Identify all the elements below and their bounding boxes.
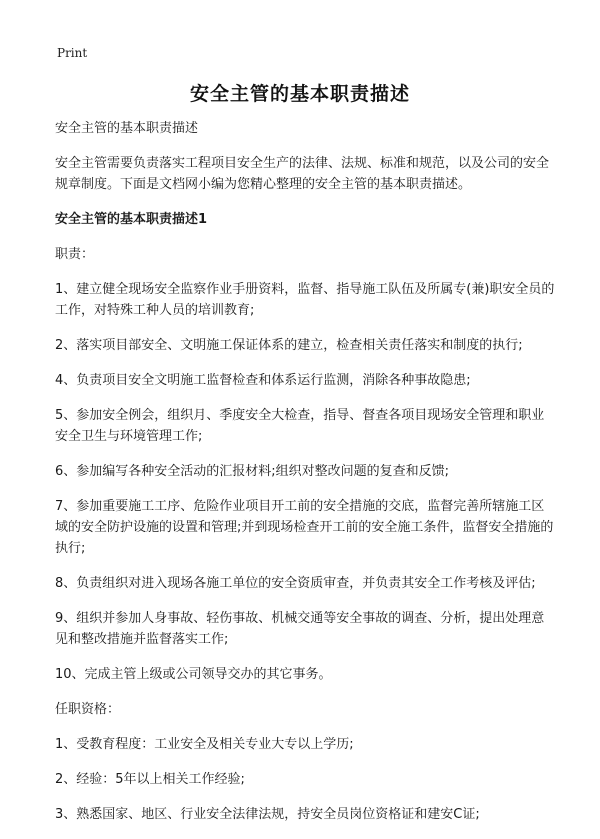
duty-item: 2、落实项目部安全、文明施工保证体系的建立，检查相关责任落实和制度的执行;: [55, 338, 523, 353]
duty-item: 6、参加编写各种安全活动的汇报材料;组织对整改问题的复查和反馈;: [55, 464, 450, 479]
qualification-item: 1、受教育程度：工业安全及相关专业大专以上学历;: [55, 737, 354, 752]
duty-item: 4、负责项目安全文明施工监督检查和体系运行监测，消除各种事故隐患;: [55, 373, 471, 388]
intro-paragraph: 安全主管需要负责落实工程项目安全生产的法律、法规、标准和规范，以及公司的安全规章制度。下面是文档网小编为您精心整理的安全主管的基本职责描述。: [55, 156, 550, 192]
duty-item: 10、完成主管上级或公司领导交办的其它事务。: [55, 667, 332, 682]
duty-item: 9、组织并参加人身事故、轻伤事故、机械交通等安全事故的调查、分析，提出处理意见和整改措施并监督落实工作;: [55, 611, 545, 647]
document-body: [55, 118, 555, 839]
duty-item: 1、建立健全现场安全监察作业手册资料，监督、指导施工队伍及所属专(兼)职安全员的工作，对特殊工种人员的培训教育;: [55, 282, 555, 318]
section-heading: 安全主管的基本职责描述1: [55, 212, 208, 227]
duty-item: 8、负责组织对进入现场各施工单位的安全资质审查，并负责其安全工作考核及评估;: [55, 576, 536, 591]
duty-item: 5、参加安全例会，组织月、季度安全大检查，指导、督查各项目现场安全管理和职业安全卫生与环境管理工作;: [55, 408, 545, 444]
document-subtitle: 安全主管的基本职责描述: [55, 121, 199, 136]
qualification-item: 2、经验：5年以上相关工作经验;: [55, 772, 245, 787]
print-label: Print: [57, 46, 88, 60]
duties-label: 职责：: [55, 247, 95, 262]
duty-item: 7、参加重要施工工序、危险作业项目开工前的安全措施的交底，监督完善所辖施工区域的安全防护设施的设置和管理;并到现场检查开工前的安全施工条件，监督安全措施的执行;: [55, 499, 554, 556]
qualifications-label: 任职资格：: [55, 702, 121, 717]
qualification-item: 3、熟悉国家、地区、行业安全法律法规，持安全员岗位资格证和建安C证;: [55, 807, 480, 822]
document-title: 安全主管的基本职责描述: [189, 83, 410, 105]
